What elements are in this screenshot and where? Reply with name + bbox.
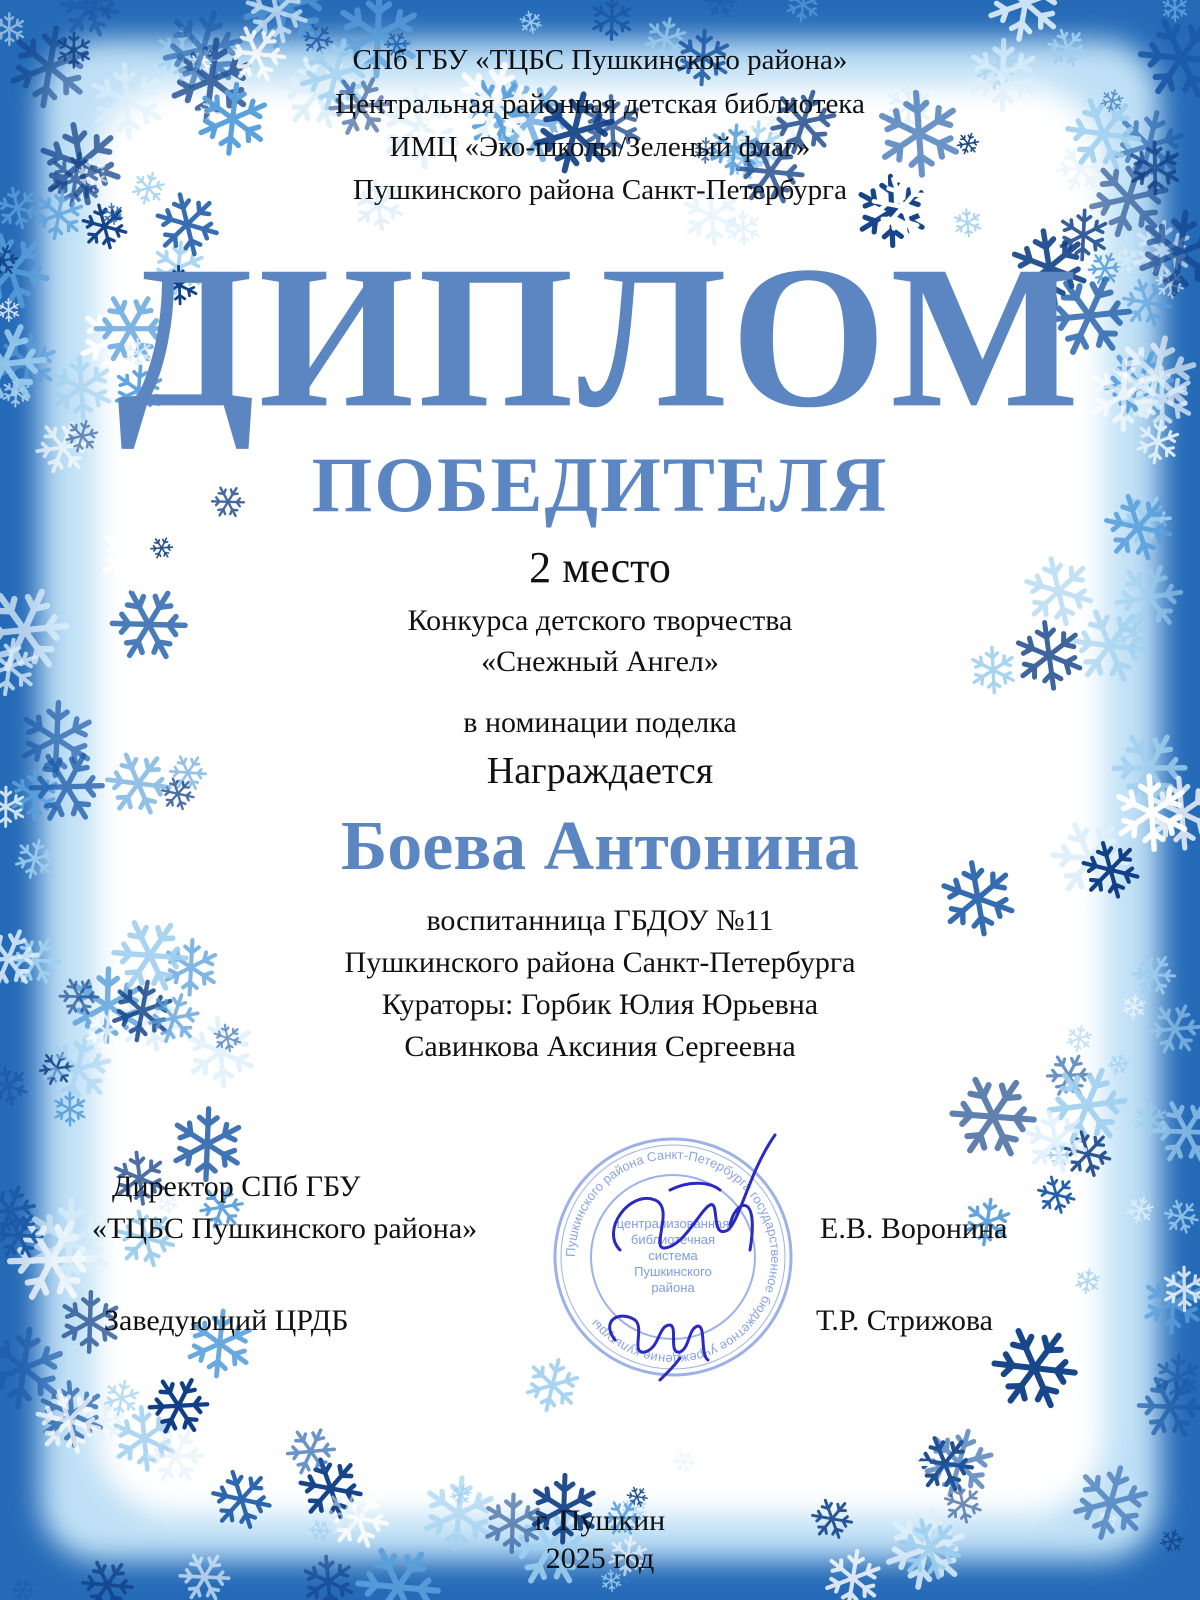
stamp-center-line: централизованная <box>616 1216 730 1231</box>
head-signature <box>610 1316 708 1380</box>
director-title-line-2: «ТЦБС Пушкинского района» <box>92 1212 478 1245</box>
contest-line-1: Конкурса детского творчества <box>407 604 793 637</box>
handwritten-signatures <box>560 1130 800 1390</box>
recipient-line-3: Кураторы: Горбик Юлия Юрьевна <box>381 988 819 1021</box>
head-name: Т.Р. Стрижова <box>816 1304 993 1337</box>
stamp-center-line: система <box>648 1248 698 1263</box>
recipient-name: Боева Антонина <box>341 808 859 885</box>
director-signature <box>613 1135 775 1250</box>
head-title: Заведующий ЦРДБ <box>104 1304 349 1337</box>
footer-city: г. Пушкин <box>534 1504 666 1537</box>
diploma-title: ДИПЛОМ <box>116 224 1084 451</box>
recipient-line-2: Пушкинского района Санкт-Петербурга <box>344 946 856 979</box>
diploma-subtitle: ПОБЕДИТЕЛЯ <box>311 441 889 528</box>
footer-year: 2025 год <box>545 1542 655 1575</box>
place-label: 2 место <box>529 543 671 592</box>
org-line-3: ИМЦ «Эко-школы/Зеленый флаг» <box>389 131 811 163</box>
director-title-line-1: Директор СПб ГБУ <box>112 1170 361 1203</box>
org-line-1: СПб ГБУ «ТЦБС Пушкинского района» <box>352 44 848 76</box>
stamp-center-line: района <box>651 1280 695 1295</box>
stamp-ring-text: Пушкинского района Санкт-Петербурга государственное бюджетное учреждение культуры <box>562 1146 784 1368</box>
contest-line-2: «Снежный Ангел» <box>481 645 719 678</box>
awarded-label: Награждается <box>486 750 714 792</box>
director-name: Е.В. Воронина <box>820 1212 1008 1245</box>
stamp-center-line: библиотечная <box>630 1232 716 1247</box>
org-line-2: Центральная районная детская библиотека <box>335 88 865 120</box>
nomination-label: в номинации поделка <box>463 706 737 739</box>
recipient-line-4: Савинкова Аксиния Сергеевна <box>404 1030 796 1063</box>
org-line-4: Пушкинского района Санкт-Петербурга <box>353 174 847 206</box>
stamp-center-line: Пушкинского <box>634 1264 712 1279</box>
recipient-line-1: воспитанница ГБДОУ №11 <box>426 904 774 937</box>
